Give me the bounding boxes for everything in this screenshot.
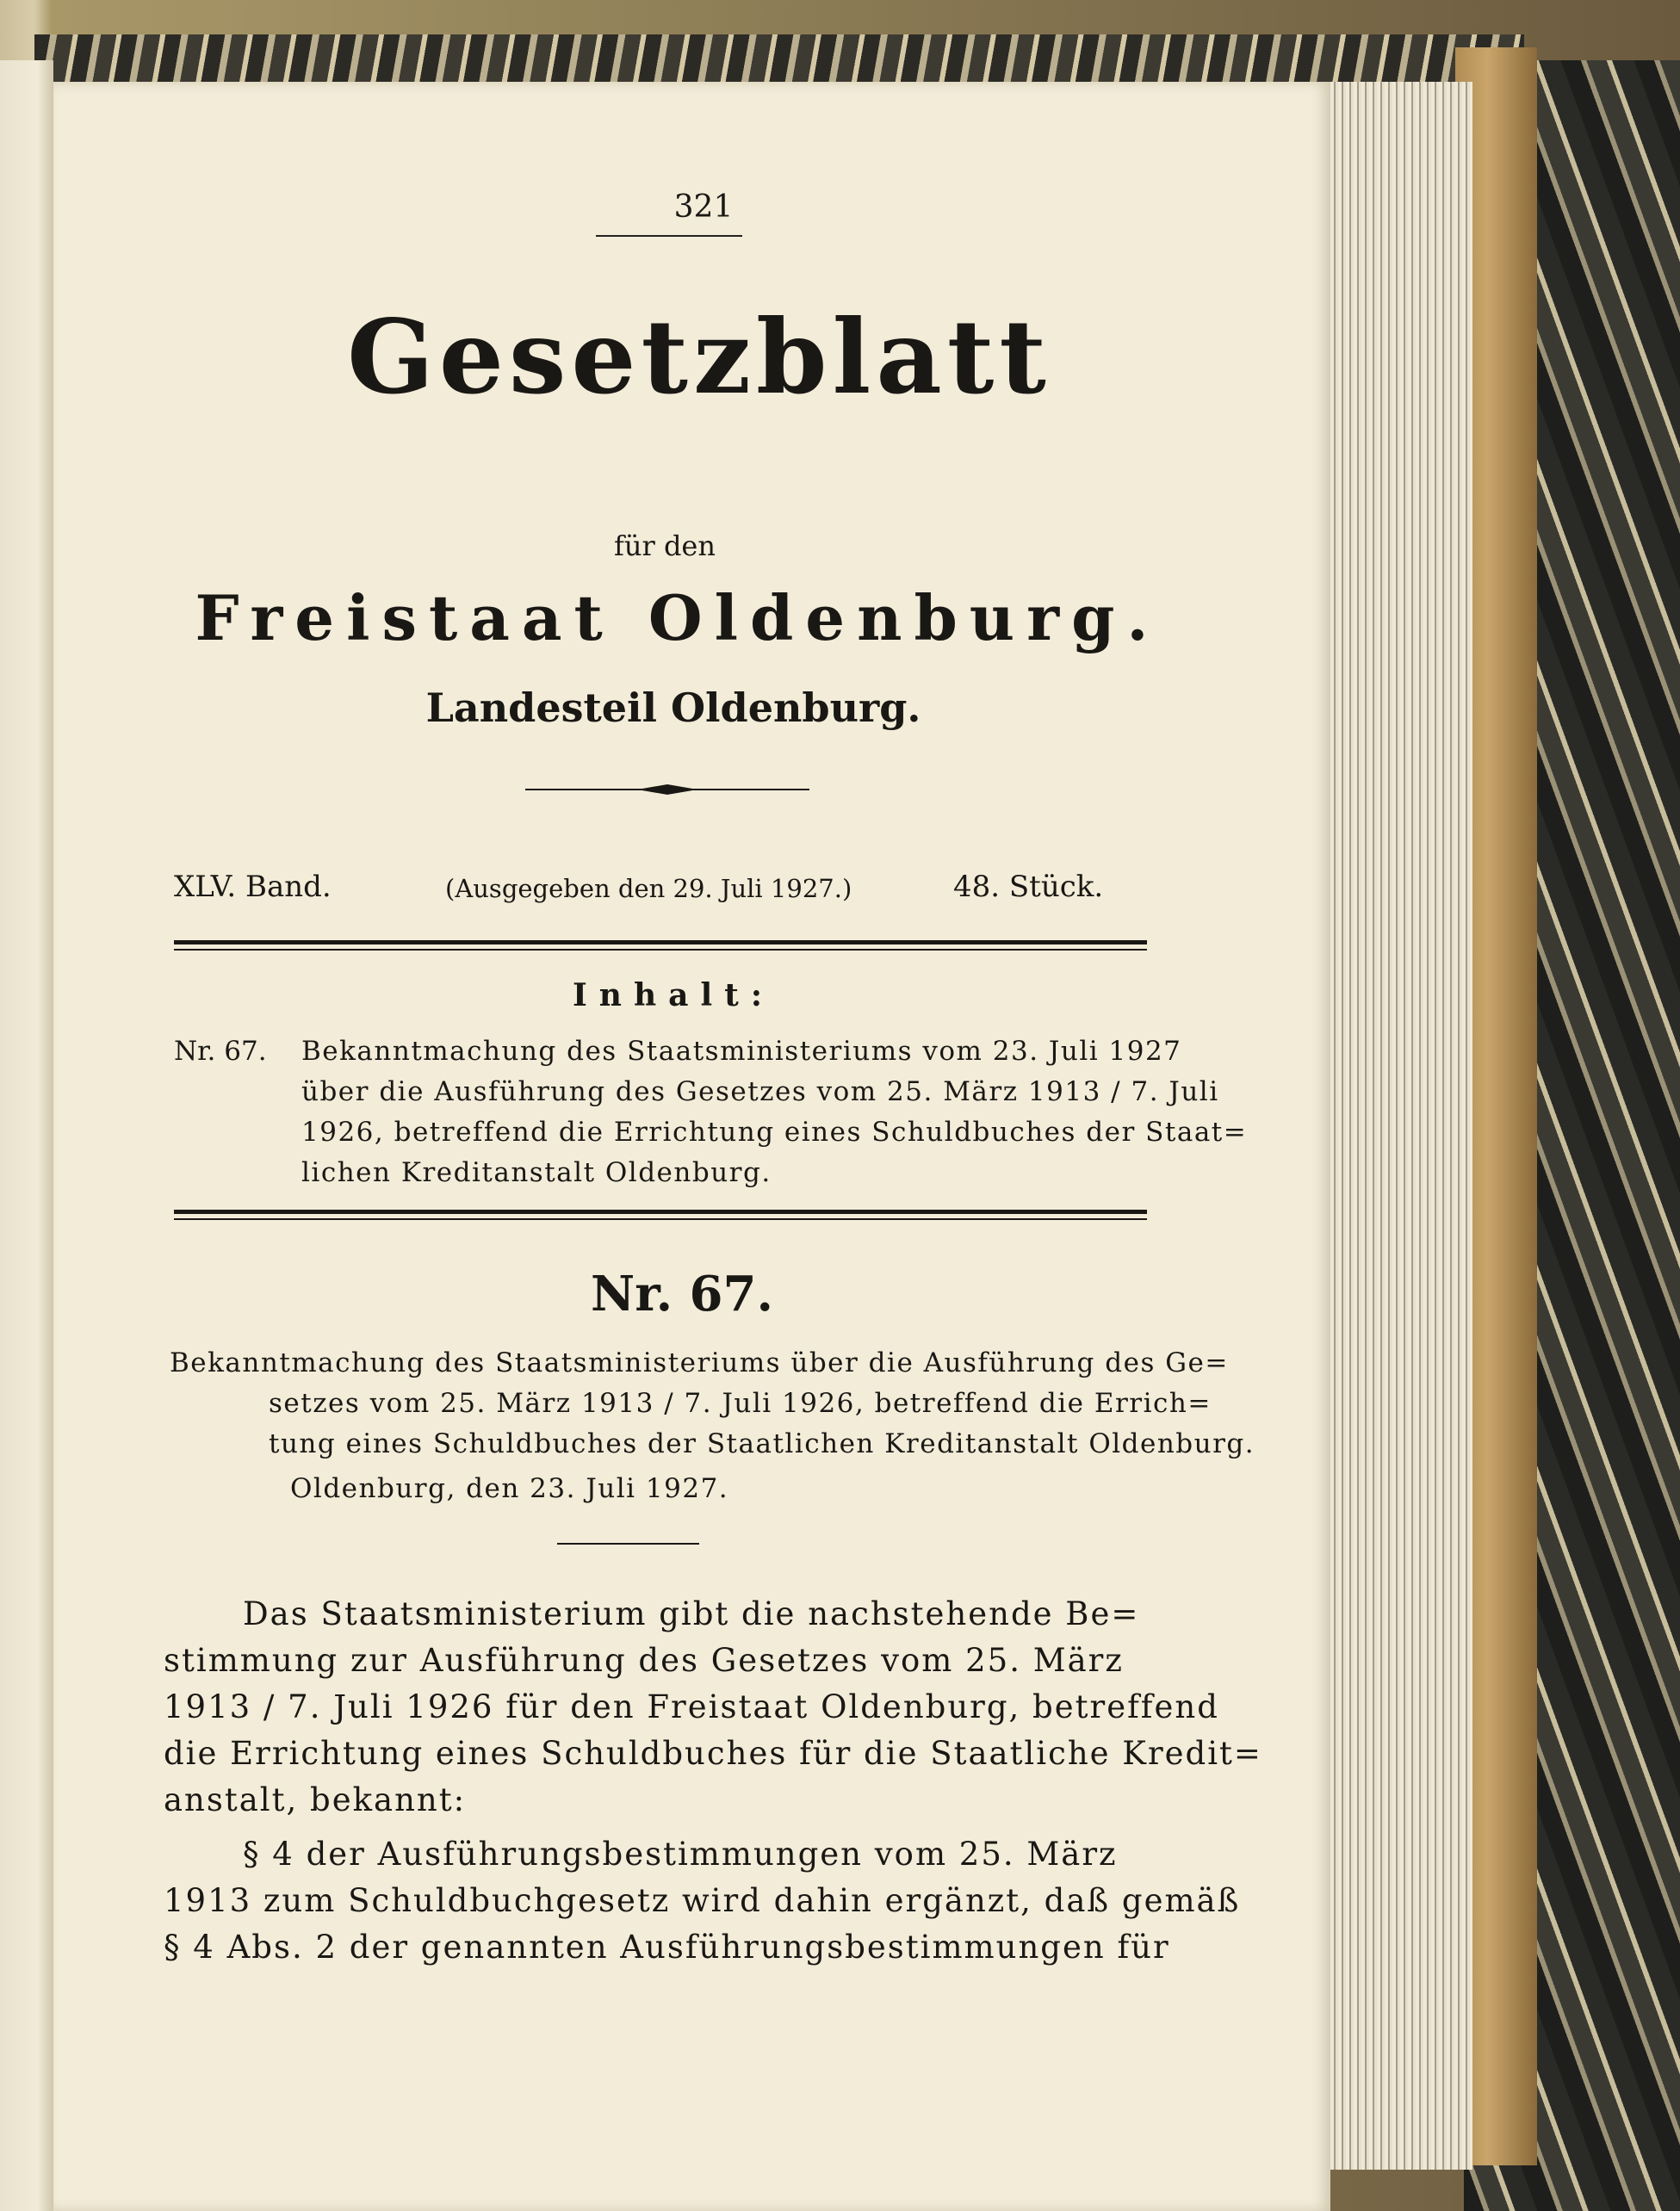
facing-page-edge — [0, 60, 53, 2211]
body-line: 1913 zum Schuldbuchgesetz wird dahin ergänzt, daß gemäß — [164, 1882, 1241, 1919]
body-line: die Errichtung eines Schuldbuches für die Staatliche Kredit= — [164, 1735, 1262, 1772]
article-number: Nr. 67. — [591, 1266, 773, 1322]
issue-band: XLV. Band. — [174, 870, 332, 904]
double-rule-bottom — [174, 1210, 1147, 1214]
article-title-line: Bekanntmachung des Staatsministeriums über die Ausführung des Ge= — [170, 1347, 1229, 1378]
section-rule — [557, 1543, 699, 1545]
contents-line: Bekanntmachung des Staatsministeriums vom 23. Juli 1927 — [301, 1036, 1182, 1067]
article-title-line: tung eines Schuldbuches der Staatlichen Kreditanstalt Oldenburg. — [269, 1428, 1255, 1459]
marbled-cover-top — [34, 34, 1524, 86]
contents-line: lichen Kreditanstalt Oldenburg. — [301, 1157, 772, 1188]
document-page — [53, 82, 1330, 2211]
double-rule-top — [174, 940, 1147, 944]
body-line: 1913 / 7. Juli 1926 für den Freistaat Oldenburg, betreffend — [164, 1688, 1219, 1725]
masthead-fuer: für den — [614, 530, 716, 562]
ornament-divider — [525, 781, 809, 798]
issue-stueck: 48. Stück. — [953, 870, 1104, 904]
body-line: § 4 der Ausführungsbestimmungen vom 25. März — [243, 1836, 1118, 1873]
article-place-date: Oldenburg, den 23. Juli 1927. — [290, 1473, 729, 1504]
page-edges — [1330, 82, 1472, 2170]
masthead-state: Freistaat Oldenburg. — [195, 581, 1161, 654]
masthead-title: Gesetzblatt — [347, 297, 1051, 417]
contents-line: über die Ausführung des Gesetzes vom 25. März 1913 / 7. Juli — [301, 1076, 1219, 1107]
body-line: Das Staatsministerium gibt die nachstehende Be= — [243, 1595, 1140, 1632]
issue-date: (Ausgegeben den 29. Juli 1927.) — [445, 874, 852, 903]
body-line: anstalt, bekannt: — [164, 1781, 467, 1818]
page-number: 321 — [673, 189, 734, 225]
body-line: stimmung zur Ausführung des Gesetzes vom 25. März — [164, 1642, 1124, 1679]
contents-heading: Inhalt: — [572, 977, 775, 1013]
body-line: § 4 Abs. 2 der genannten Ausführungsbestimmungen für — [164, 1929, 1170, 1966]
double-rule-top-thin — [174, 949, 1147, 951]
double-rule-bottom-thin — [174, 1218, 1147, 1220]
masthead-region: Landesteil Oldenburg. — [425, 684, 921, 731]
contents-number: Nr. 67. — [174, 1036, 267, 1067]
contents-line: 1926, betreffend die Errichtung eines Schuldbuches der Staat= — [301, 1117, 1248, 1148]
page-number-rule — [596, 235, 742, 237]
article-title-line: setzes vom 25. März 1913 / 7. Juli 1926, betreffend die Errich= — [269, 1388, 1212, 1419]
